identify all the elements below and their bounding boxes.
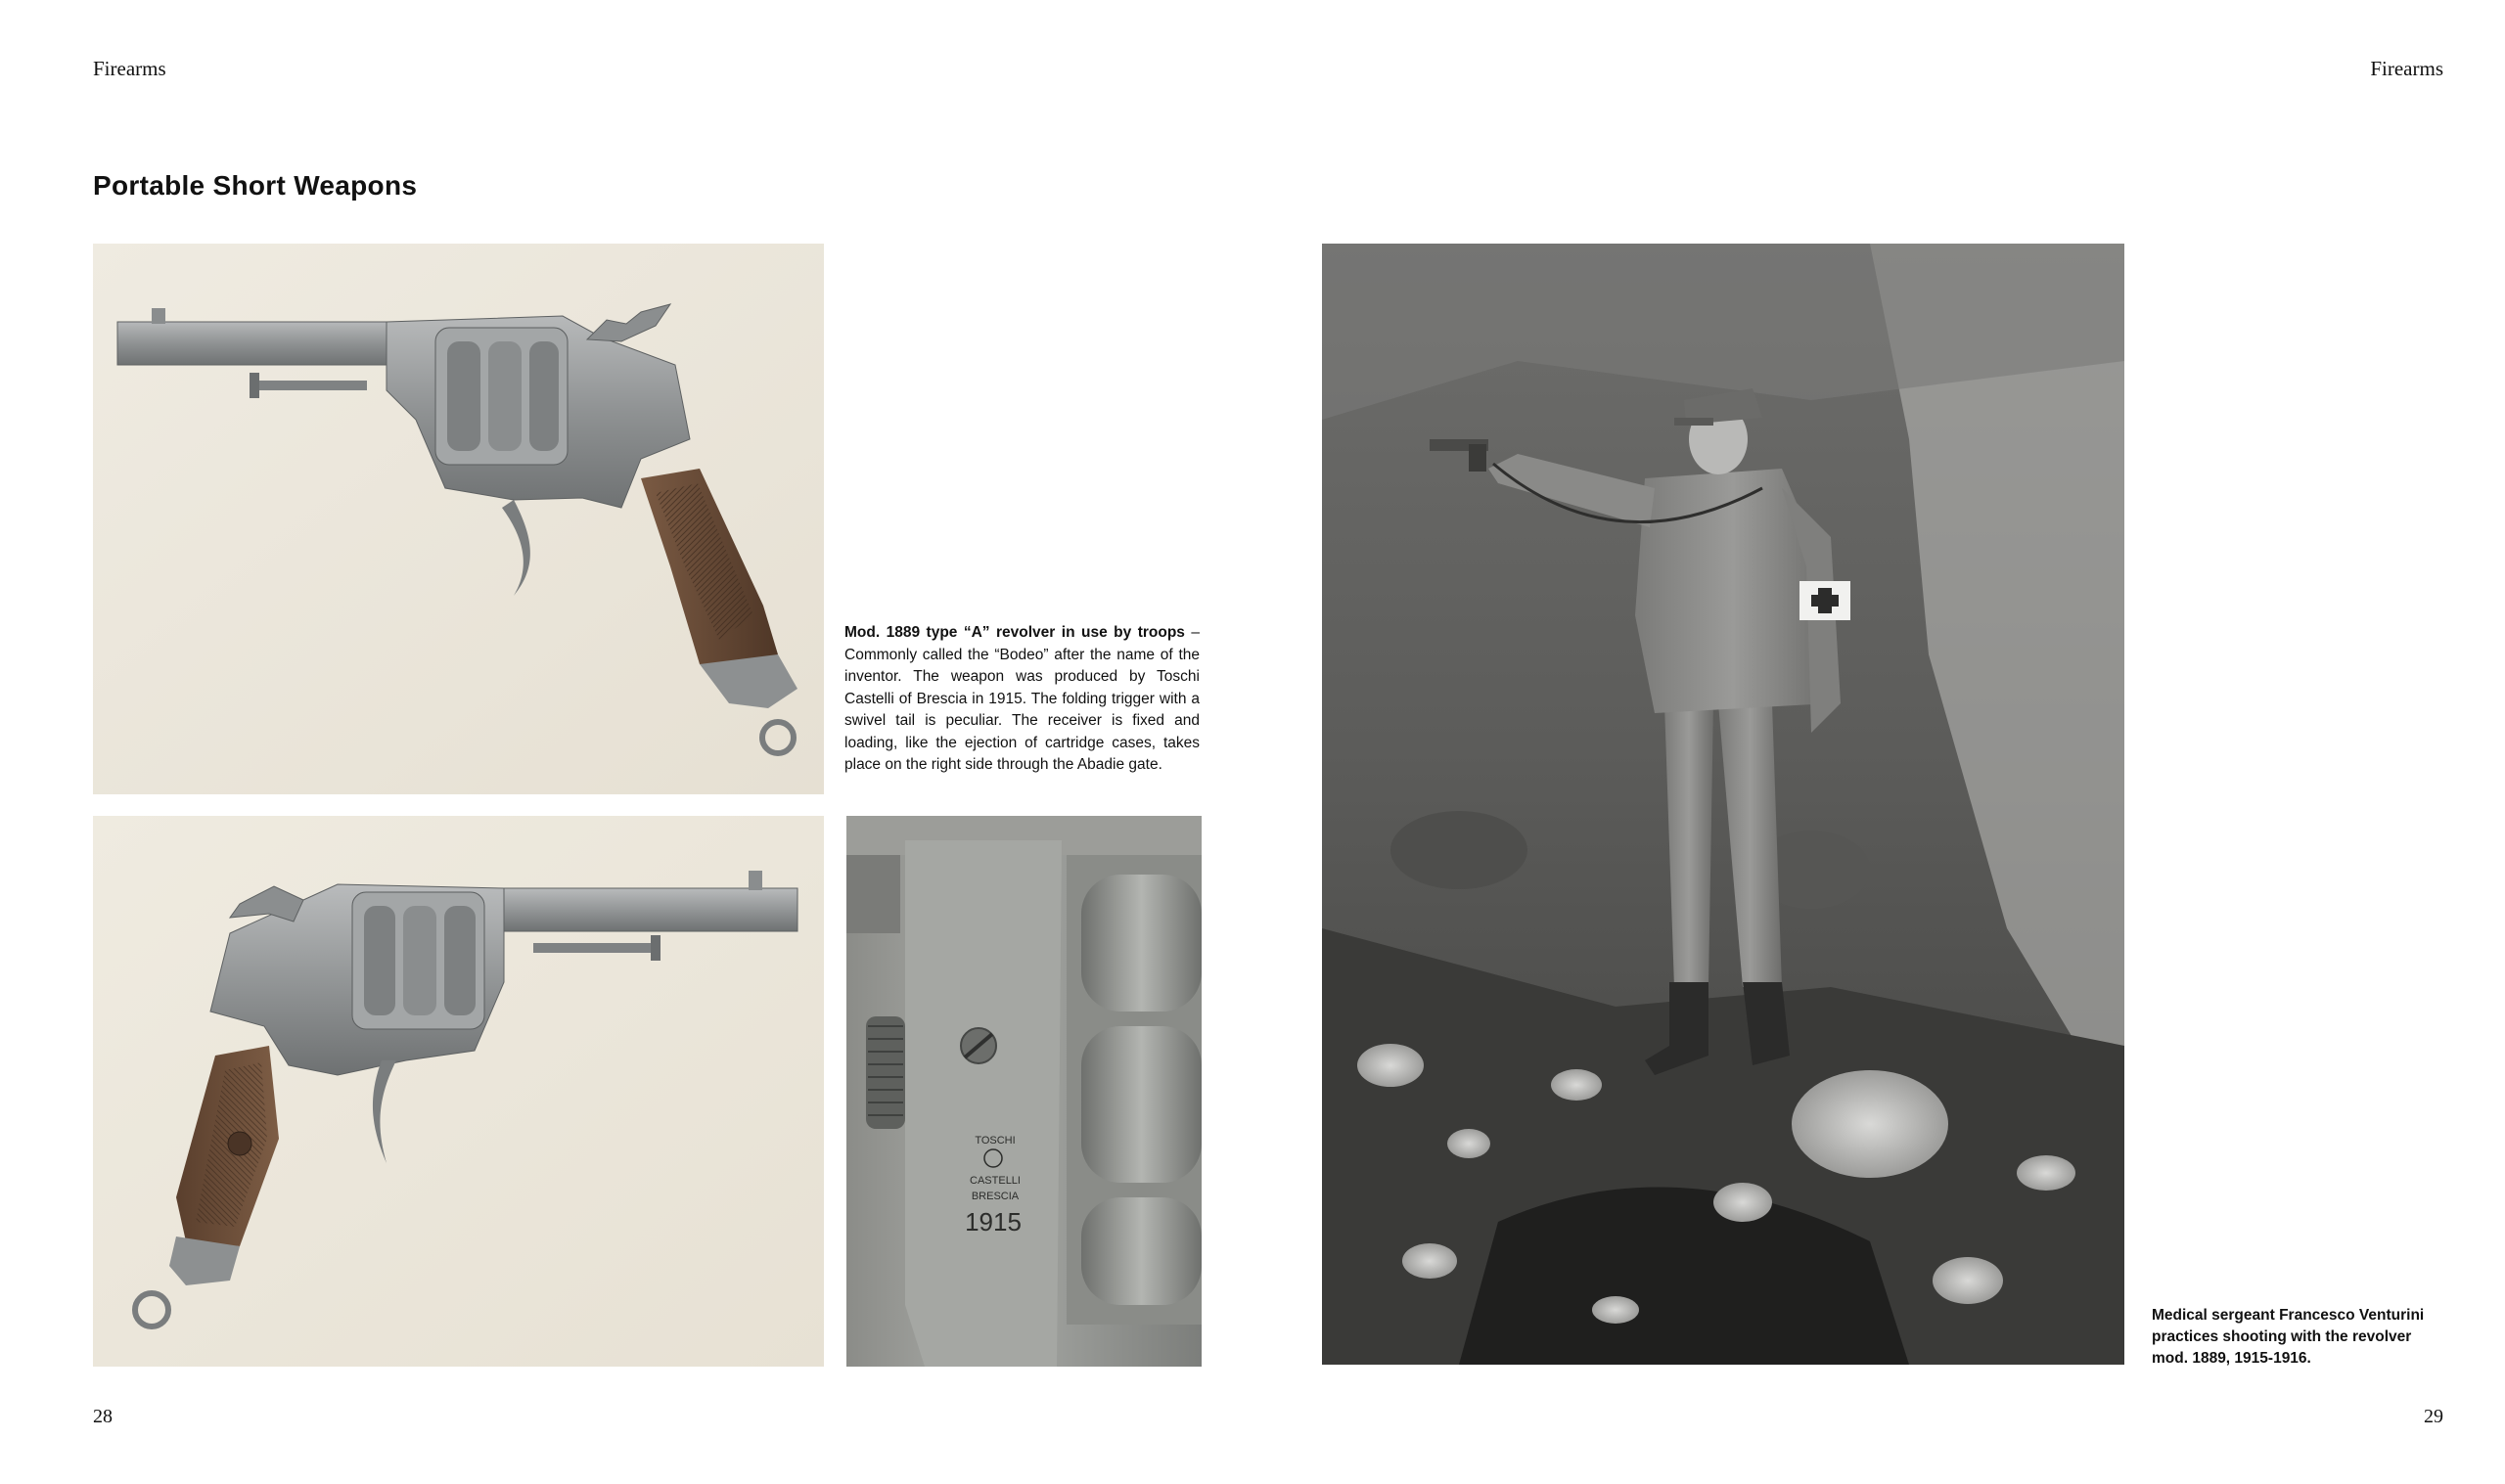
- caption-body: Commonly called the “Bodeo” after the name of the inventor. The weapon was produced by Toschi Castelli of Brescia in 1915. The folding trigger with a swivel tail is peculiar. The receiver is fixed and loading, like the ejection of cartridge cases, takes place on the right side through the Abadie gate.: [844, 646, 1200, 773]
- revolver-detail-photo: [846, 816, 1202, 1367]
- page-number-left: 28: [93, 1406, 113, 1427]
- section-title: Portable Short Weapons: [93, 170, 418, 201]
- soldier-caption: Medical sergeant Francesco Venturini practices shooting with the revolver mod. 1889, 1915-1916.: [2152, 1307, 2425, 1367]
- running-head-right: Firearms: [2370, 57, 2443, 80]
- caption-lead: Mod. 1889 type “A” revolver in use by troops: [844, 624, 1185, 641]
- marking-maker-mid: CASTELLI: [970, 1175, 1021, 1187]
- marking-maker-top: TOSCHI: [975, 1135, 1016, 1147]
- marking-year: 1915: [965, 1207, 1022, 1237]
- revolver-left-photo: [93, 244, 824, 794]
- running-head-left: Firearms: [93, 57, 166, 80]
- page-number-right: 29: [2424, 1406, 2443, 1427]
- revolver-caption: [844, 622, 1200, 777]
- marking-city: BRESCIA: [971, 1191, 1020, 1202]
- caption-dash: –: [1184, 624, 1200, 641]
- soldier-photo: [1322, 244, 2124, 1365]
- revolver-right-photo: [93, 816, 824, 1367]
